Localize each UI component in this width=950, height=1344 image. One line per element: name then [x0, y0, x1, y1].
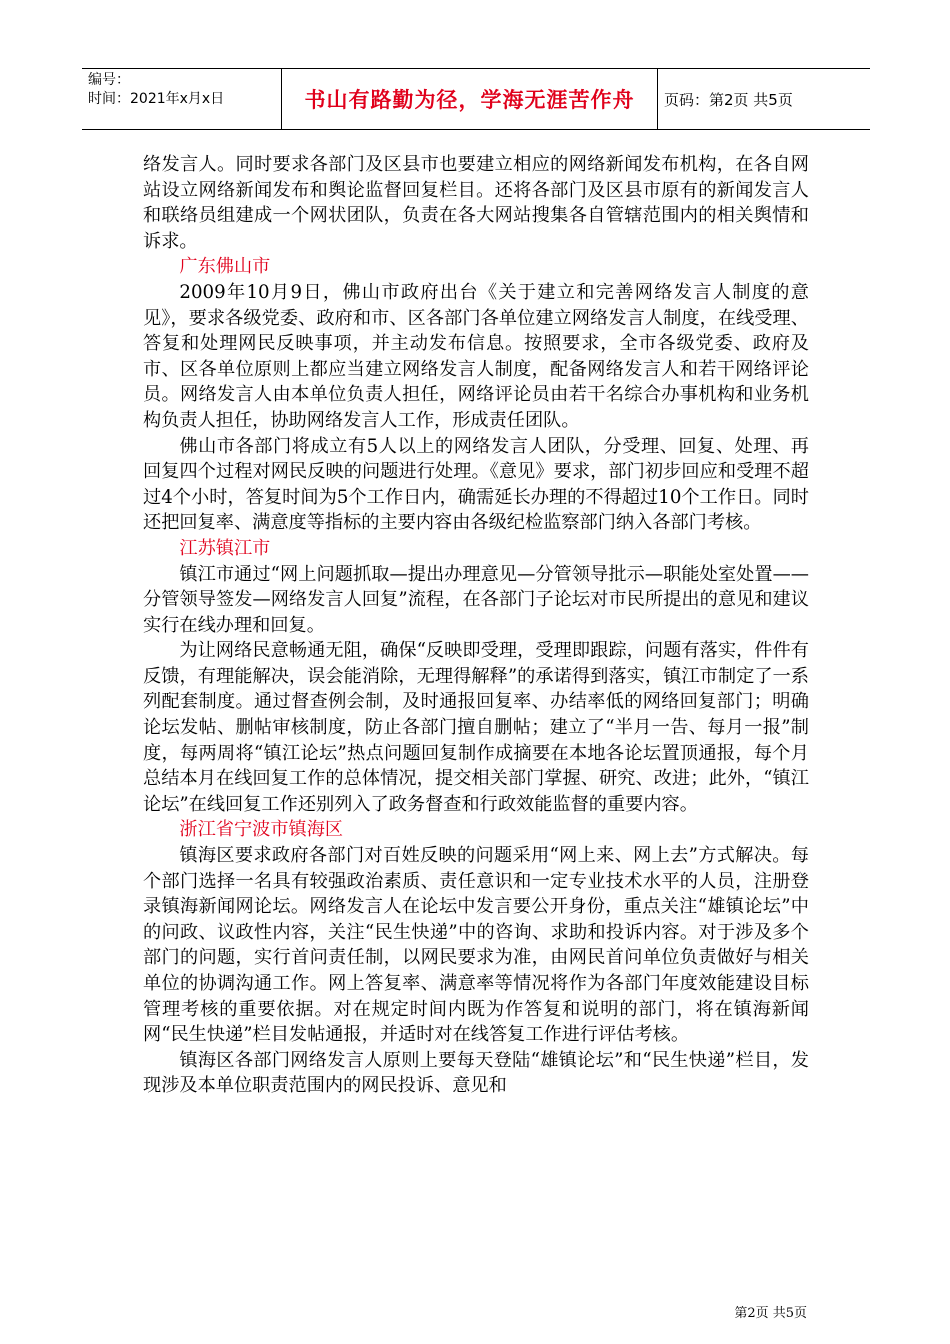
page-header — [82, 68, 870, 130]
document-number-label: 编号： — [88, 72, 130, 88]
page-footer: 第2页 共5页 — [734, 1306, 807, 1321]
paragraph: 镇海区各部门网络发言人原则上要每天登陆“雄镇论坛”和“民生快递”栏目，发现涉及本单位职责范围内的网民投诉、意见和 — [143, 1049, 809, 1097]
header-info-cell — [82, 69, 282, 129]
header-motto: 书山有路勤为径，学海无涯苦作舟 — [282, 69, 658, 129]
document-body — [143, 152, 809, 1099]
document-date-label: 时间：2021年x月x日 — [88, 91, 225, 107]
section-heading-zhenjiang: 江苏镇江市 — [179, 537, 271, 559]
paragraph: 镇江市通过“网上问题抓取—提出办理意见—分管领导批示—职能处室处置——分管领导签发—网络发言人回复”流程，在各部门子论坛对市民所提出的意见和建议实行在线办理和回复。 — [143, 563, 809, 636]
paragraph: 络发言人。同时要求各部门及区县市也要建立相应的网络新闻发布机构，在各自网站设立网络新闻发布和舆论监督回复栏目。还将各部门及区县市原有的新闻发言人和联络员组建成一个网状团队，负责在各大网站搜集各自管辖范围内的相关舆情和诉求。 — [143, 154, 809, 252]
paragraph: 镇海区要求政府各部门对百姓反映的问题采用“网上来、网上去”方式解决。每个部门选择一名具有较强政治素质、责任意识和一定专业技术水平的人员，注册登录镇海新闻网论坛。网络发言人在论坛中发言要公开身份，重点关注“雄镇论坛”中的问政、议政性内容，关注“民生快递”中的咨询、求助和投诉内容。对于涉及多个部门的问题，实行首问责任制，以网民要求为准，由网民首问单位负责做好与相关单位的协调沟通工作。网上答复率、满意率等情况将作为各部门年度效能建设目标管理考核的重要依据。对在规定时间内既为作答复和说明的部门，将在镇海新闻网“民生快递”栏目发帖通报，并适时对在线答复工作进行评估考核。 — [143, 845, 809, 1046]
paragraph: 为让网络民意畅通无阻，确保“反映即受理，受理即跟踪，问题有落实，件件有反馈，有理能解决，误会能消除，无理得解释”的承诺得到落实，镇江市制定了一系列配套制度。通过督查例会制，及时通报回复率、办结率低的网络回复部门；明确论坛发帖、删帖审核制度，防止各部门擅自删帖；建立了“半月一告、每月一报”制度，每两周将“镇江论坛”热点问题回复制作成摘要在本地各论坛置顶通报，每个月总结本月在线回复工作的总体情况，提交相关部门掌握、研究、改进；此外，“镇江论坛”在线回复工作还别列入了政务督查和行政效能监督的重要内容。 — [143, 640, 809, 815]
paragraph: 佛山市各部门将成立有5人以上的网络发言人团队，分受理、回复、处理、再回复四个过程对网民反映的问题进行处理。《意见》要求，部门初步回应和受理不超过4个小时，答复时间为5个工作日内，确需延长办理的不得超过10个工作日。同时还把回复率、满意度等指标的主要内容由各级纪检监察部门纳入各部门考核。 — [143, 435, 809, 534]
paragraph: 2009年10月9日，佛山市政府出台《关于建立和完善网络发言人制度的意见》，要求各级党委、政府和市、区各部门各单位建立网络发言人制度，在线受理、答复和处理网民反映事项，并主动发布信息。按照要求，全市各级党委、政府及市、区各单位原则上都应当建立网络发言人制度，配备网络发言人和若干网络评论员。网络发言人由本单位负责人担任，网络评论员由若干名综合办事机构和业务机构负责人担任，协助网络发言人工作，形成责任团队。 — [143, 281, 809, 431]
section-heading-zhenhai: 浙江省宁波市镇海区 — [179, 819, 344, 841]
section-heading-foshan: 广东佛山市 — [179, 256, 271, 278]
header-page-label: 页码：第2页 共5页 — [664, 90, 793, 109]
